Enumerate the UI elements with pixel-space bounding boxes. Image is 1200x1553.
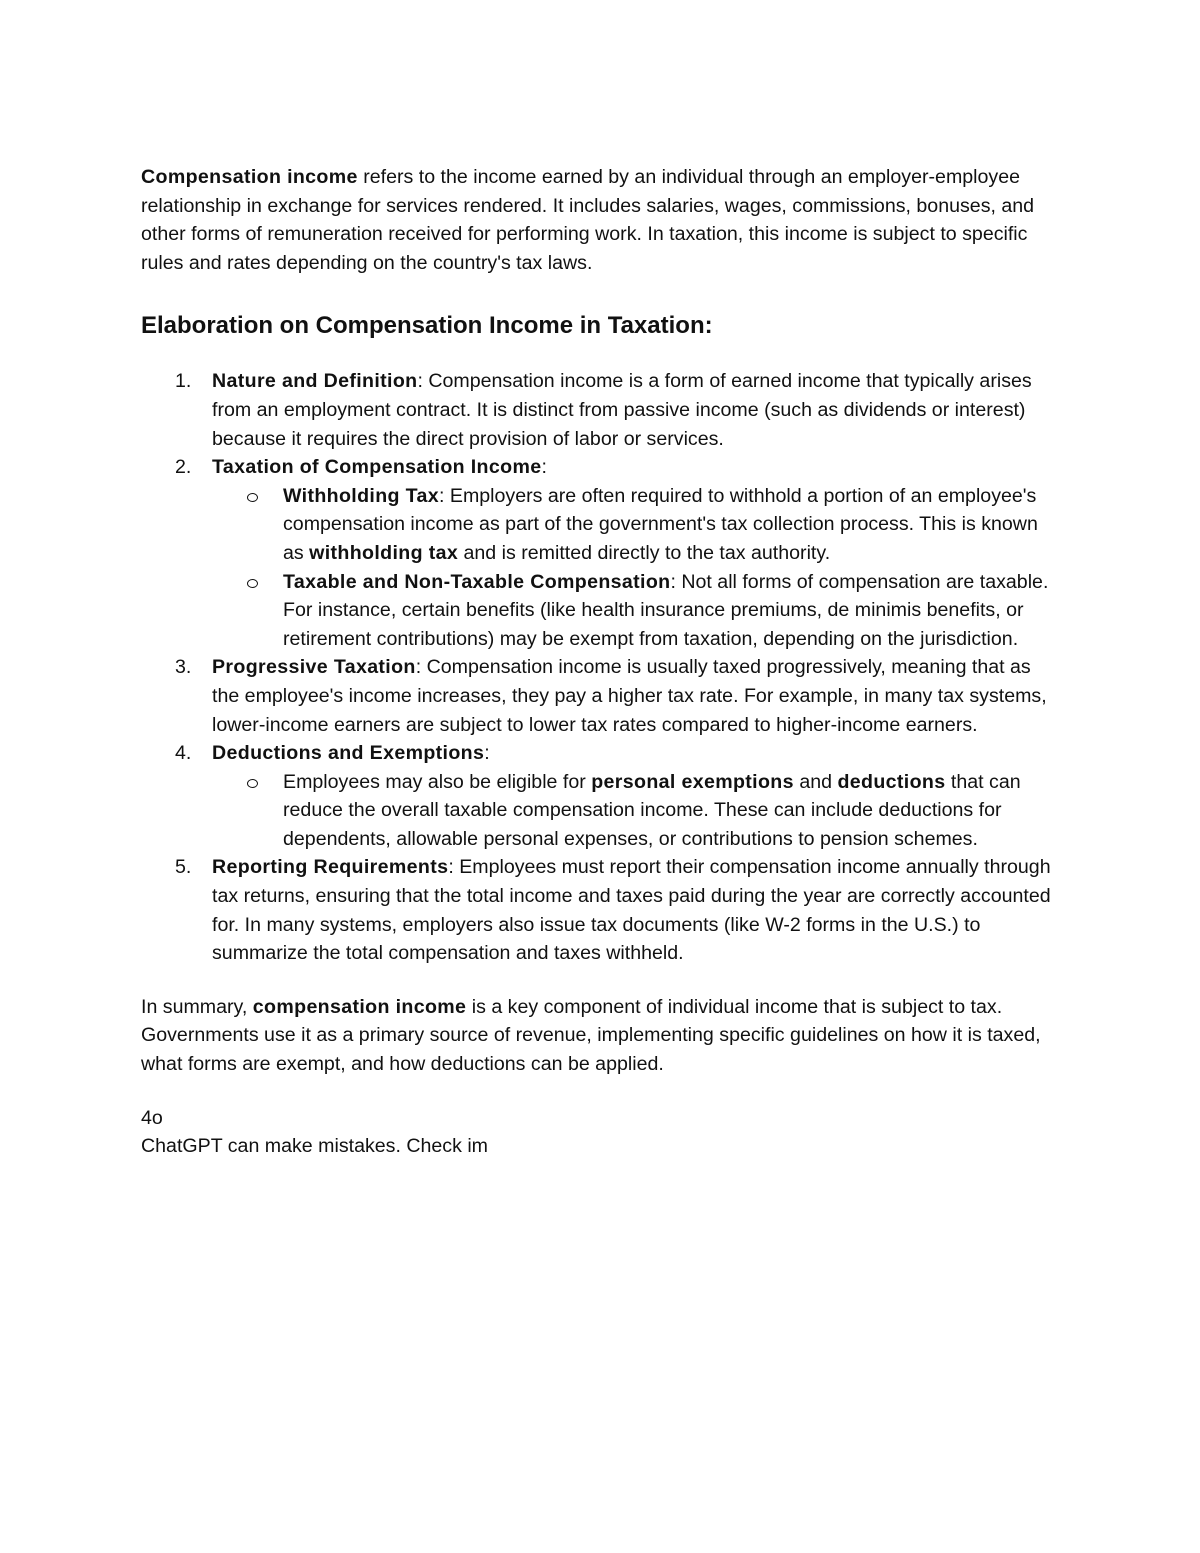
item-text: : [484, 742, 490, 765]
model-label: 4o [141, 1106, 163, 1129]
intro-paragraph [141, 163, 1061, 277]
sub-item-withholding [212, 482, 1061, 568]
disclaimer-text: ChatGPT can make mistakes. Check im [141, 1135, 488, 1158]
sub-item-taxable [212, 568, 1061, 654]
sub-item-text: and is remitted directly to the tax authority. [458, 541, 831, 564]
item-title: Reporting Requirements [212, 856, 449, 879]
sub-list [212, 768, 1061, 854]
item-title: Nature and Definition [212, 370, 418, 393]
item-text: : Compensation income is a form of earned income that typically arises from an employment contract. It is distinct from passive income (such as dividends or interest) because it requires the direct provision of labor or services. [212, 370, 1032, 450]
item-title: Deductions and Exemptions [212, 742, 485, 765]
sub-item-title: Withholding Tax [283, 484, 439, 507]
sub-item-bold: deductions [837, 770, 946, 793]
document-page [141, 163, 1061, 1161]
list-item-deductions [141, 739, 1061, 853]
intro-term: Compensation income [141, 166, 358, 188]
item-title: Progressive Taxation [212, 656, 416, 679]
summary-term: compensation income [252, 995, 467, 1018]
list-item-taxation [141, 453, 1061, 653]
list-number: 5. [175, 856, 192, 879]
list-number: 4. [175, 742, 192, 765]
list-number: 2. [175, 456, 192, 479]
list-item-reporting [141, 853, 1061, 967]
sub-item-text: and [793, 770, 838, 793]
item-text: : Compensation income is usually taxed progressively, meaning that as the employee's income increases, they pay a higher tax rate. For example, in many tax systems, lower-income earners are subject to lower tax rates compared to higher-income earners. [212, 656, 1047, 736]
list-number: 3. [175, 656, 192, 679]
sub-item-text: : Not all forms of compensation are taxable. For instance, certain benefits (like health insurance premiums, de minimis benefits, or retirement contributions) may be exempt from taxation, depending on the jurisdiction. [283, 570, 1049, 650]
hollow-bullet-icon [247, 779, 258, 788]
sub-item-exemptions [212, 768, 1061, 854]
summary-paragraph [141, 993, 1061, 1079]
item-text: : [541, 456, 547, 479]
numbered-list [141, 367, 1061, 967]
sub-item-text: : Employers are often required to withhold a portion of an employee's compensation income as part of the government's tax collection process. This is known as [283, 484, 1038, 564]
list-item-nature [141, 367, 1061, 453]
sub-list [212, 482, 1061, 654]
item-text: : Employees must report their compensation income annually through tax returns, ensuring that the total income and taxes paid during the year are correctly accounted for. In many systems, employers also issue tax documents (like W-2 forms in the U.S.) to summarize the total compensation and taxes withheld. [212, 856, 1051, 965]
summary-text: is a key component of individual income that is subject to tax. Governments use it as a primary source of revenue, implementing specific guidelines on how it is taxed, what forms are exempt, and how deductions can be applied. [141, 995, 1041, 1076]
summary-lead: In summary, [141, 995, 253, 1018]
sub-item-text: Employees may also be eligible for [283, 770, 592, 793]
hollow-bullet-icon [247, 493, 258, 502]
section-heading: Elaboration on Compensation Income in Taxation: [141, 312, 713, 340]
item-title: Taxation of Compensation Income [212, 456, 542, 479]
sub-item-bold: personal exemptions [591, 770, 794, 793]
list-item-progressive [141, 653, 1061, 739]
list-number: 1. [175, 370, 192, 393]
intro-text: refers to the income earned by an individual through an employer-employee relationship in exchange for services rendered. It includes salaries, wages, commissions, bonuses, and other forms of remuneration received for performing work. In taxation, this income is subject to specific rules and rates depending on the country's tax laws. [141, 166, 1035, 274]
sub-item-title: Taxable and Non-Taxable Compensation [283, 570, 671, 593]
sub-item-bold: withholding tax [309, 541, 459, 564]
sub-item-text: that can reduce the overall taxable compensation income. These can include deductions for dependents, allowable personal expenses, or contributions to pension schemes. [283, 770, 1021, 850]
hollow-bullet-icon [247, 579, 258, 588]
